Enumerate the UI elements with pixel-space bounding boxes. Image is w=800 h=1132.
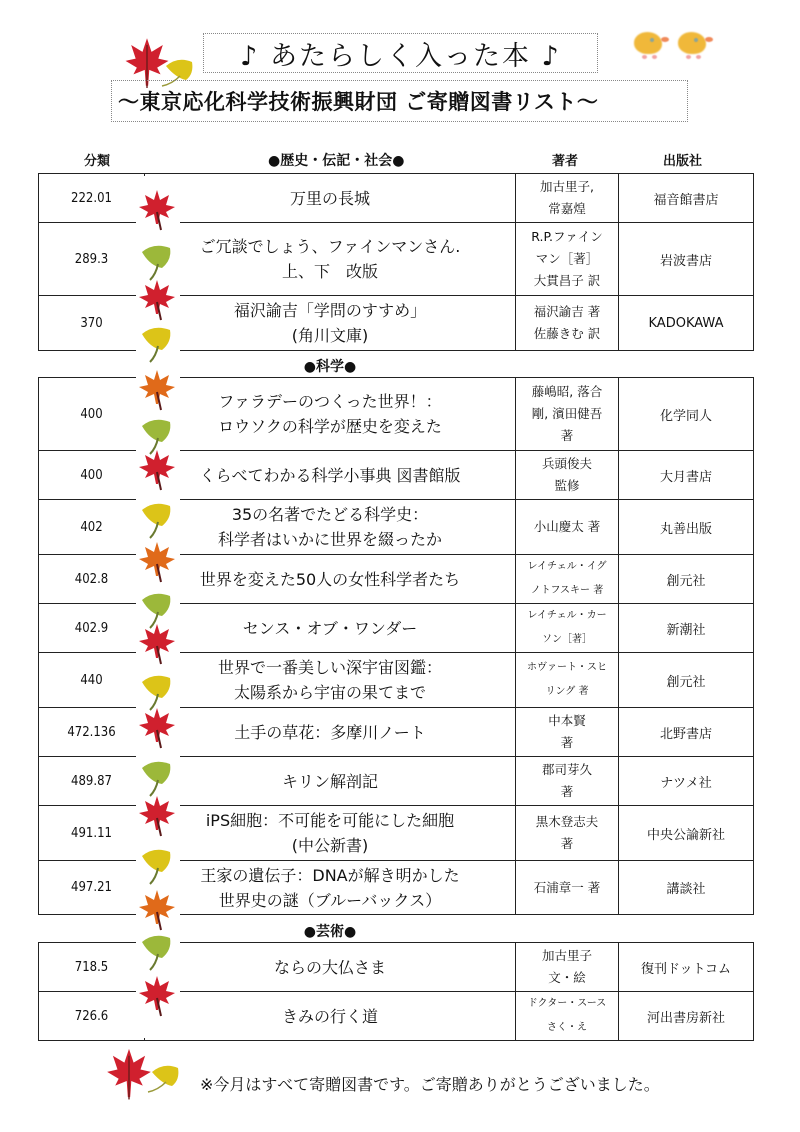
classification-cell: 400 <box>39 378 145 451</box>
author-cell: レイチェル・イグ ノトフスキー 著 <box>516 555 619 604</box>
section-label-arts: ●芸術● <box>303 924 357 940</box>
classification-cell: 726.6 <box>39 992 145 1041</box>
title-cell: 世界を変えた50人の女性科学者たち <box>145 555 516 604</box>
title-cell: ご冗談でしょう、ファインマンさん. 上、下 改版 <box>145 223 516 296</box>
classification-cell: 402.9 <box>39 604 145 653</box>
title-cell: iPS細胞：不可能を可能にした細胞 (中公新書) <box>145 806 516 861</box>
classification-cell: 440 <box>39 653 145 708</box>
classification-cell: 497.21 <box>39 861 145 915</box>
title-cell: 王家の遺伝子：DNAが解き明かした 世界史の謎（ブルーバックス） <box>145 861 516 915</box>
publisher-cell: 丸善出版 <box>619 500 754 555</box>
publisher-cell: 中央公論新社 <box>619 806 754 861</box>
publisher-cell: 大月書店 <box>619 451 754 500</box>
publisher-cell: ナツメ社 <box>619 757 754 806</box>
section-label-history: ●歴史・伝記・社会● <box>268 153 405 169</box>
title-cell: きみの行く道 <box>145 992 516 1041</box>
title-cell: キリン解剖記 <box>145 757 516 806</box>
classification-cell: 289.3 <box>39 223 145 296</box>
title-cell: センス・オブ・ワンダー <box>145 604 516 653</box>
publisher-cell: 復刊ドットコム <box>619 943 754 992</box>
title-cell: 世界で一番美しい深宇宙図鑑： 太陽系から宇宙の果てまで <box>145 653 516 708</box>
classification-cell: 402.8 <box>39 555 145 604</box>
title-cell: 35の名著でたどる科学史： 科学者はいかに世界を綴ったか <box>145 500 516 555</box>
publisher-cell: 化学同人 <box>619 378 754 451</box>
classification-cell: 370 <box>39 296 145 351</box>
author-cell: 藤嶋昭, 落合 剛, 濱田健吾 著 <box>516 378 619 451</box>
author-cell: 加古里子, 常嘉煌 <box>516 174 619 223</box>
section-label-science: ●科学● <box>303 359 357 375</box>
classification-cell: 402 <box>39 500 145 555</box>
author-cell: ホヴァート・スヒ リング 著 <box>516 653 619 708</box>
author-cell: 兵頭俊夫 監修 <box>516 451 619 500</box>
title-cell: 福沢諭吉「学問のすすめ」 (角川文庫) <box>145 296 516 351</box>
classification-cell: 222.01 <box>39 174 145 223</box>
publisher-cell: 河出書房新社 <box>619 992 754 1041</box>
title-cell: 万里の長城 <box>145 174 516 223</box>
chick-icon <box>632 28 666 58</box>
leaf-decoration-strip <box>136 176 180 1038</box>
title-cell: ファラデーのつくった世界！： ロウソクの科学が歴史を変えた <box>145 378 516 451</box>
publisher-cell: 講談社 <box>619 861 754 915</box>
title-cell: 土手の草花：多摩川ノート <box>145 708 516 757</box>
column-header-classification: 分類 <box>84 154 111 169</box>
classification-cell: 400 <box>39 451 145 500</box>
publisher-cell: 創元社 <box>619 653 754 708</box>
publisher-cell: 新潮社 <box>619 604 754 653</box>
author-cell: 黒木登志夫 著 <box>516 806 619 861</box>
publisher-cell: 創元社 <box>619 555 754 604</box>
classification-cell: 491.11 <box>39 806 145 861</box>
page-subtitle: ～東京応化科学技術振興財団 ご寄贈図書リスト～ <box>111 80 688 122</box>
classification-cell: 489.87 <box>39 757 145 806</box>
column-header-publisher: 出版社 <box>663 154 703 169</box>
publisher-cell: 福音館書店 <box>619 174 754 223</box>
title-cell: ならの大仏さま <box>145 943 516 992</box>
author-cell: 加古里子 文・絵 <box>516 943 619 992</box>
publisher-cell: 岩波書店 <box>619 223 754 296</box>
author-cell: R.P.ファイン マン［著］ 大貫昌子 訳 <box>516 223 619 296</box>
column-header-author: 著者 <box>552 154 579 169</box>
author-cell: 郡司芽久 著 <box>516 757 619 806</box>
chick-icon <box>676 28 710 58</box>
ginkgo-leaf-icon <box>146 1062 182 1094</box>
author-cell: 中本賢 著 <box>516 708 619 757</box>
classification-cell: 472.136 <box>39 708 145 757</box>
classification-cell: 718.5 <box>39 943 145 992</box>
author-cell: ドクター・スース さく・え <box>516 992 619 1041</box>
publisher-cell: 北野書店 <box>619 708 754 757</box>
author-cell: 小山慶太 著 <box>516 500 619 555</box>
footer-note: ※今月はすべて寄贈図書です。ご寄贈ありがとうございました。 <box>200 1075 660 1094</box>
page-title: ♪ あたらしく入った本 ♪ <box>203 33 598 73</box>
author-cell: レイチェル・カー ソン［著］ <box>516 604 619 653</box>
author-cell: 福沢諭吉 著 佐藤きむ 訳 <box>516 296 619 351</box>
publisher-cell: KADOKAWA <box>619 296 754 351</box>
author-cell: 石浦章一 著 <box>516 861 619 915</box>
title-cell: くらべてわかる科学小事典 図書館版 <box>145 451 516 500</box>
